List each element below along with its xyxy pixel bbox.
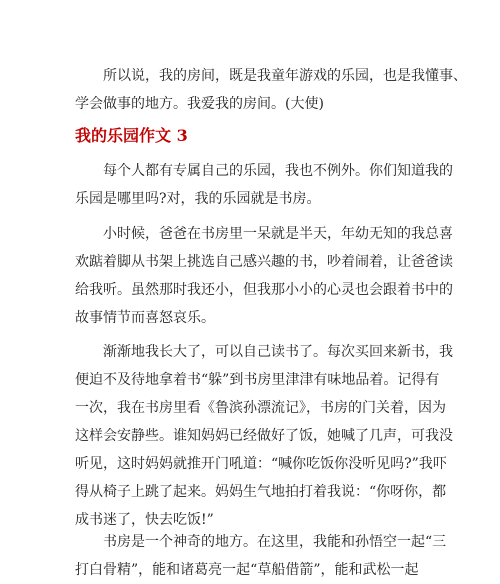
text-line: 给我听。虽然那时我还小，但我那小小的心灵也会跟着书中的 [75,282,453,298]
text-line: 学会做事的地方。我爱我的房间。(大使) [75,96,324,112]
text-line: 一次，我在书房里看《鲁滨孙漂流记》，书房的门关着，因为 [75,400,446,416]
paragraph-3 [75,338,453,534]
text-line: 每个人都有专属自己的乐园，我也不例外。你们知道我的 [103,163,453,179]
text-line: 得从椅子上跳了起来。妈妈生气地拍打着我说：“你呀你，都 [75,484,447,500]
text-line: 成书迷了，快去吃饭!” [75,512,214,528]
paragraph-1 [75,157,453,213]
text-line: 听见，这时妈妈就推开门吼道：“喊你吃饭你没听见吗?”我吓 [75,456,447,472]
text-line: 故事情节而喜怒哀乐。 [75,310,215,326]
text-line: 渐渐地我长大了，可以自己读书了。每次买回来新书，我 [103,344,453,360]
section-heading: 我的乐园作文 3 [75,126,188,145]
paragraph-4 [75,528,447,584]
text-line: 便迫不及待地拿着书“躲”到书房里津津有味地品着。记得有 [75,372,440,388]
text-line: 这样会安静些。谁知妈妈已经做好了饭，她喊了几声，可我没 [75,428,453,444]
text-line: 书房是一个神奇的地方。在这里，我能和孙悟空一起“三 [103,534,447,550]
text-line: 小时候，爸爸在书房里一呆就是半天，年幼无知的我总喜 [103,226,453,242]
intro-paragraph [75,62,467,118]
text-line: 乐园是哪里吗?对，我的乐园就是书房。 [75,191,321,207]
paragraph-2 [75,220,453,332]
text-line: 打白骨精”，能和诸葛亮一起“草船借箭”，能和武松一起 [75,562,419,578]
text-line: 欢踮着脚从书架上挑选自己感兴趣的书，吵着闹着，让爸爸读 [75,254,453,270]
text-line: 所以说，我的房间，既是我童年游戏的乐园，也是我懂事、 [103,68,467,84]
